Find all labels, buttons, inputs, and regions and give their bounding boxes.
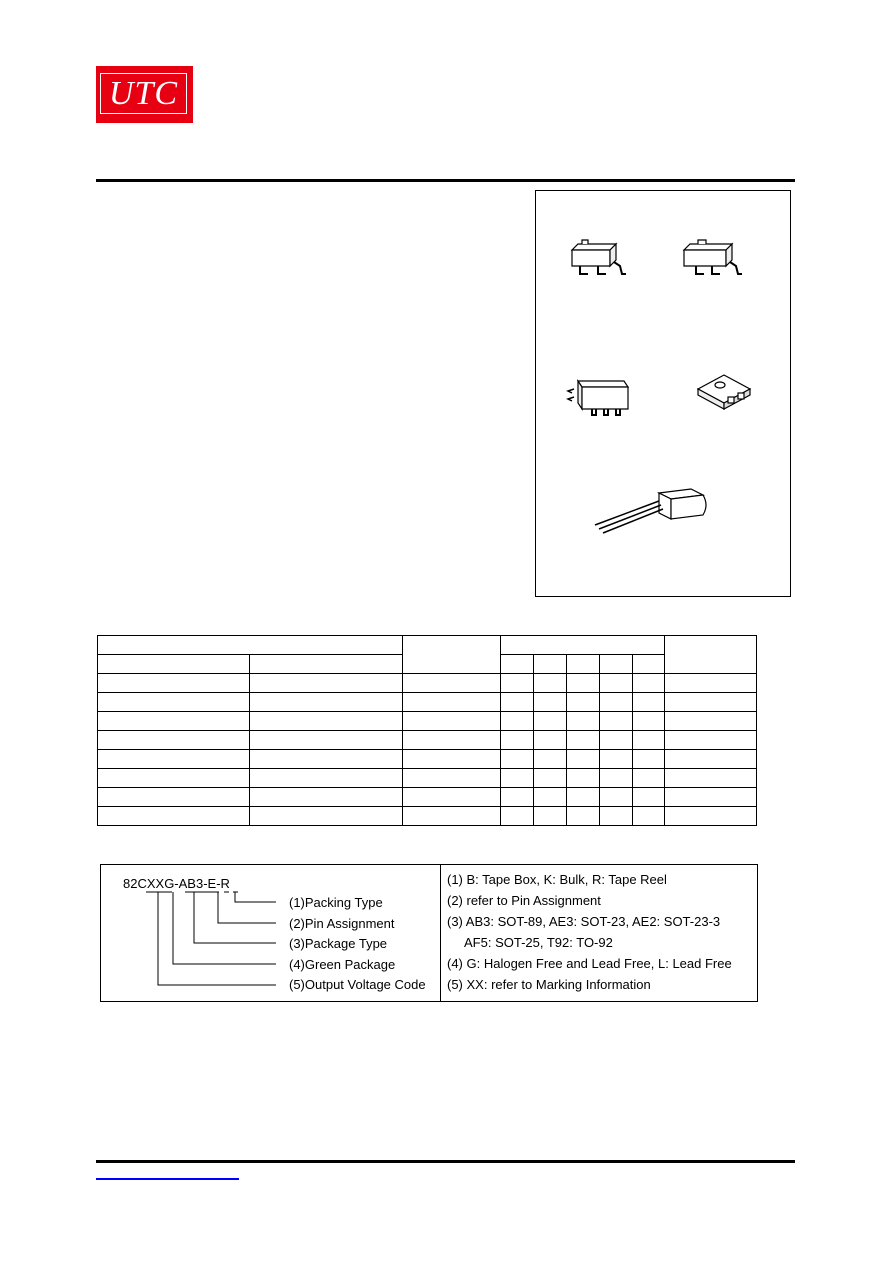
- table-row: [98, 769, 757, 788]
- decoder-divider: [440, 865, 441, 1001]
- table-row: [98, 788, 757, 807]
- table-row: [98, 693, 757, 712]
- utc-logo: [96, 66, 193, 123]
- table-row: [98, 807, 757, 826]
- package-type-label: (3)Package Type: [289, 936, 388, 951]
- green-package-label: (4)Green Package: [289, 957, 396, 972]
- table-row: [98, 674, 757, 693]
- sot-25-package-icon: [564, 371, 636, 419]
- table-header-row: [98, 636, 757, 655]
- note-packing-type: (1) B: Tape Box, K: Bulk, R: Tape Reel: [447, 872, 667, 887]
- sot-23-3-package-icon: [678, 236, 748, 281]
- part-number-code: 82CXXG-AB3-E-R: [123, 876, 230, 891]
- note-package-type-cont: AF5: SOT-25, T92: TO-92: [464, 935, 613, 950]
- note-output-voltage-code: (5) XX: refer to Marking Information: [447, 977, 651, 992]
- note-package-type: (3) AB3: SOT-89, AE3: SOT-23, AE2: SOT-23-3: [447, 914, 721, 929]
- table-row: [98, 750, 757, 769]
- note-pin-assignment: (2) refer to Pin Assignment: [447, 893, 601, 908]
- footer-rule: [96, 1160, 795, 1163]
- pin-assignment-label: (2)Pin Assignment: [289, 916, 395, 931]
- table-row: [98, 731, 757, 750]
- output-voltage-code-label: (5)Output Voltage Code: [289, 977, 426, 992]
- sot-23-package-icon: [566, 236, 631, 281]
- note-green-package: (4) G: Halogen Free and Lead Free, L: Lead Free: [447, 956, 732, 971]
- ordering-info-table: [97, 635, 757, 826]
- to-92-package-icon: [591, 483, 716, 543]
- packing-type-label: (1)Packing Type: [289, 895, 383, 910]
- package-illustrations: [535, 190, 791, 597]
- header-rule: [96, 179, 795, 182]
- sot-89-package-icon: [694, 369, 756, 415]
- logo-text: UTC: [108, 74, 179, 112]
- table-row: [98, 712, 757, 731]
- part-number-decoder: [100, 864, 758, 1002]
- website-link[interactable]: [96, 1178, 239, 1180]
